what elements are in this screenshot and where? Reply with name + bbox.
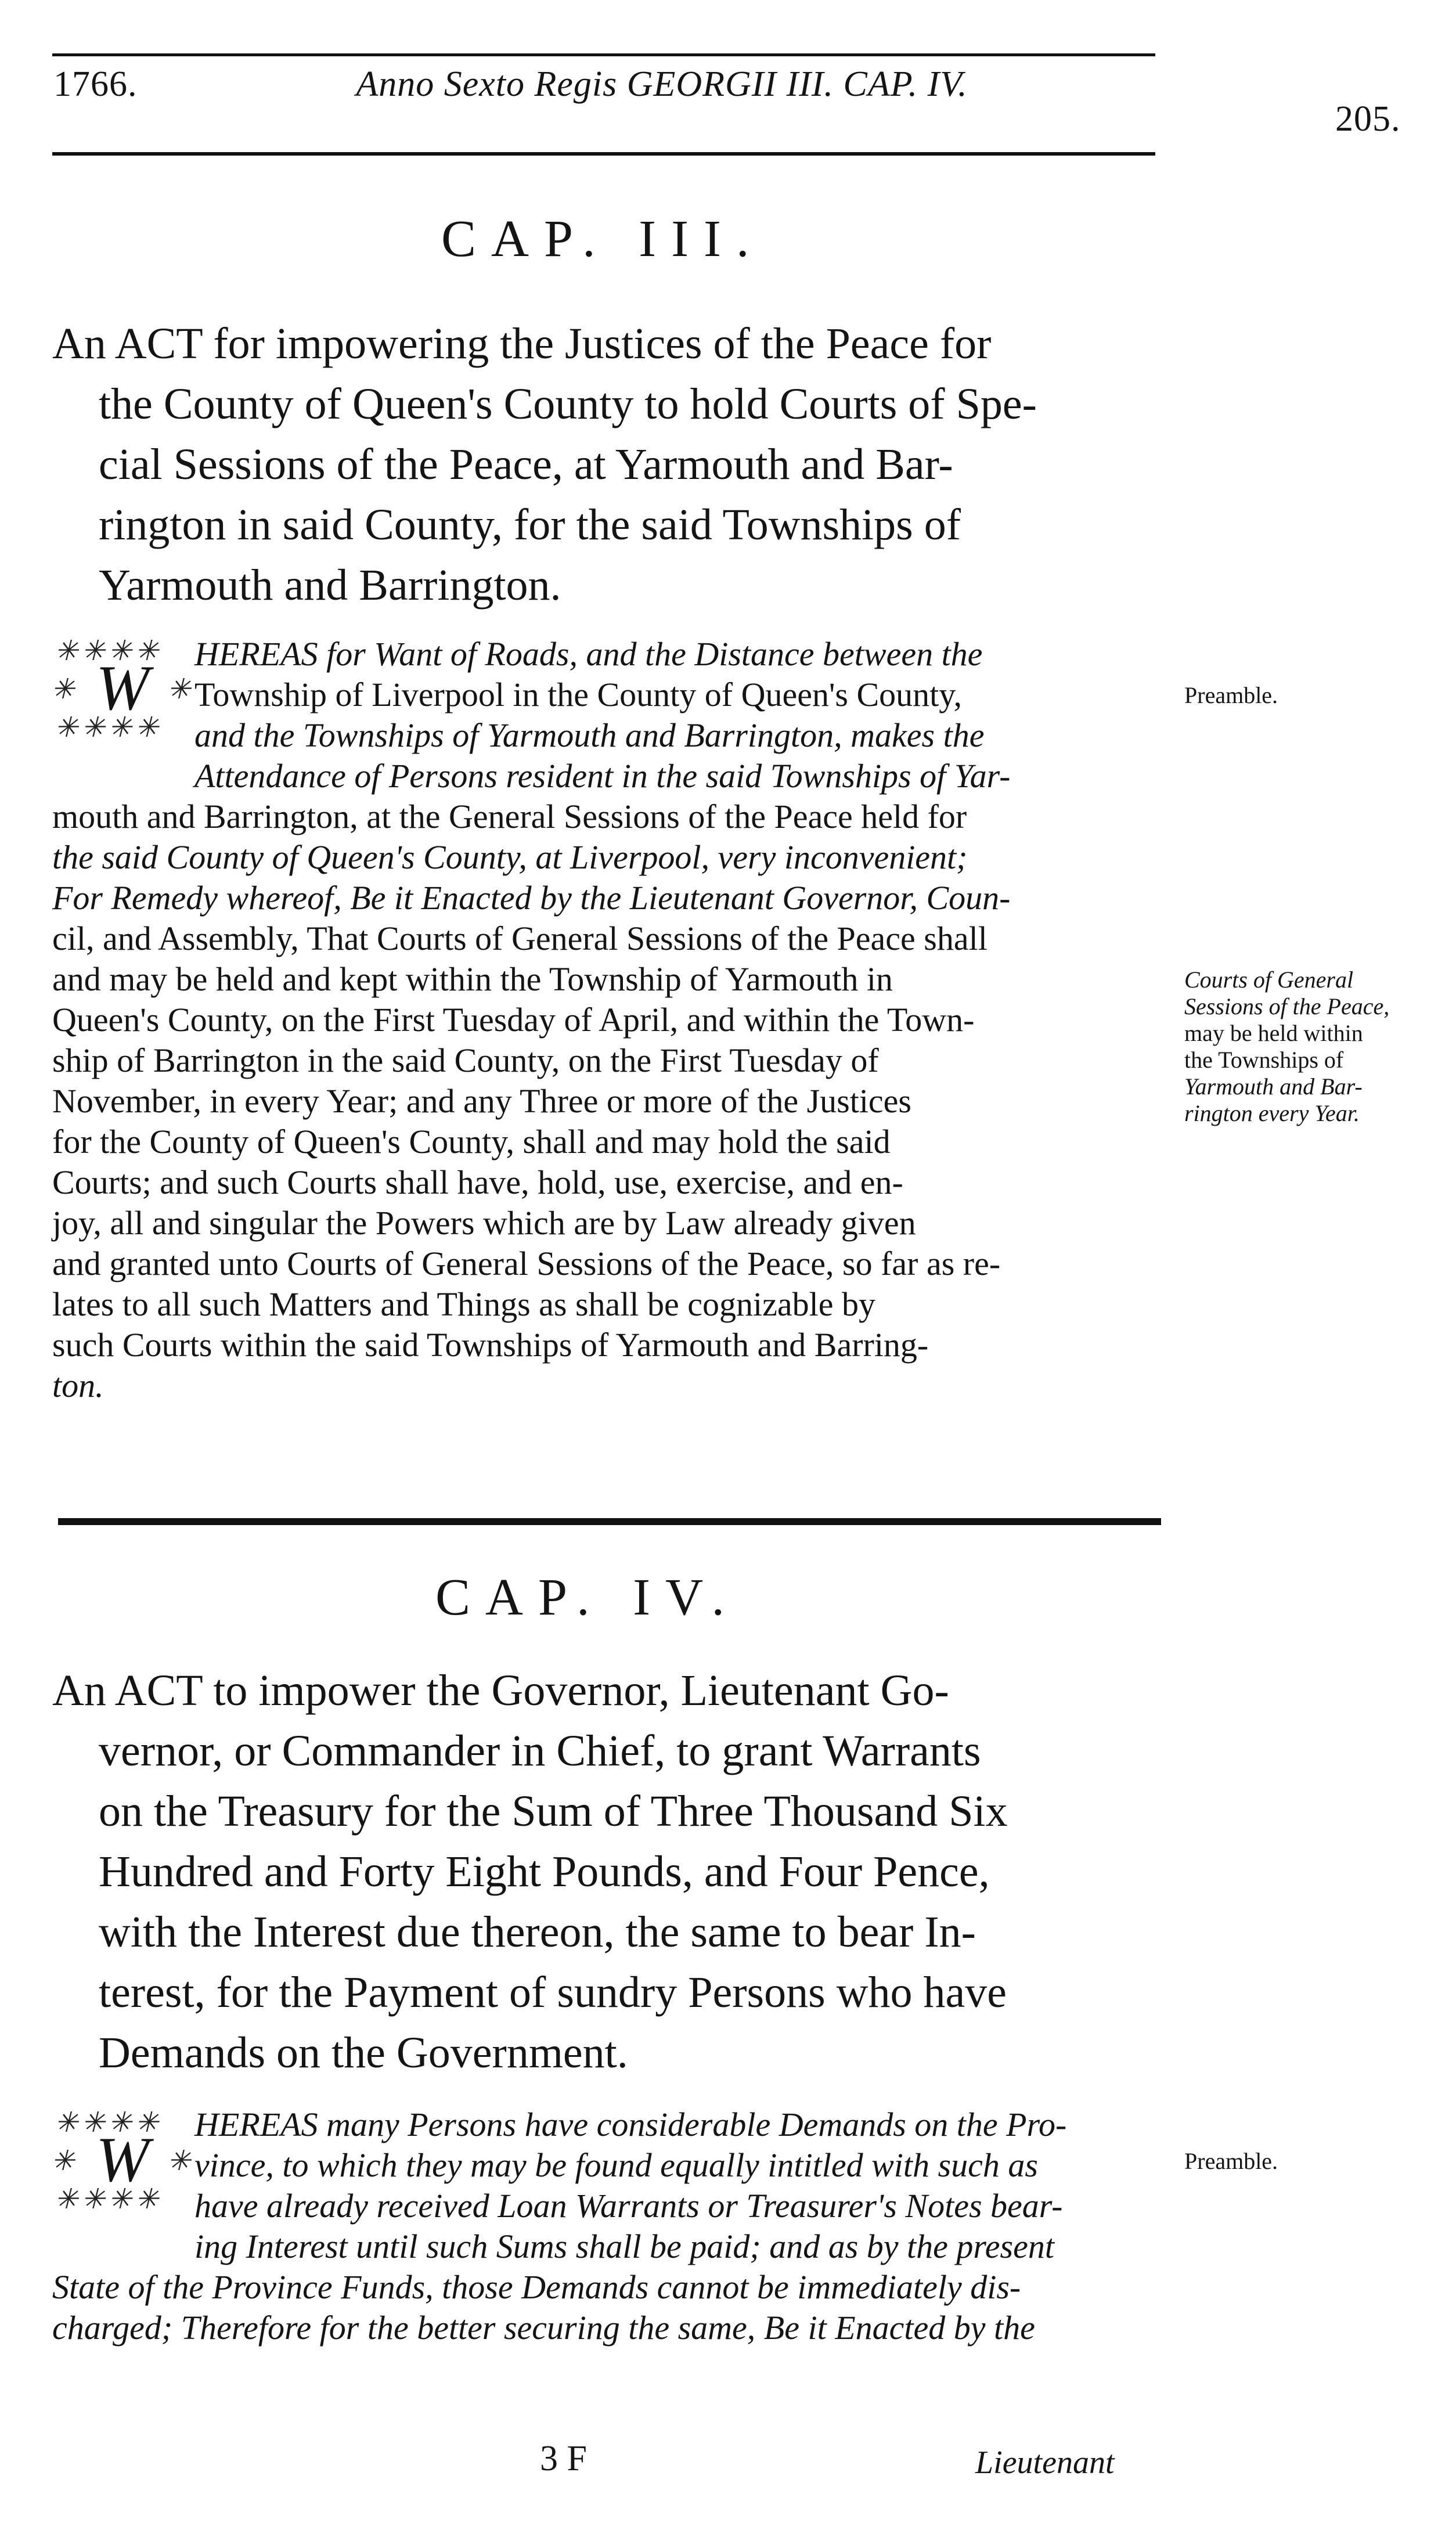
body-line: Queen's County, on the First Tuesday of April, and within the Town- — [52, 1001, 975, 1039]
cap-iv-heading: CAP. IV. — [435, 1569, 740, 1626]
cap-iv-title — [52, 1660, 1008, 2083]
body-line: joy, all and singular the Powers which are by Law already given — [52, 1204, 916, 1242]
margin-note-line: Courts of General — [1184, 967, 1354, 993]
body-line: Courts; and such Courts shall have, hold, use, exercise, and en- — [52, 1163, 903, 1201]
body-line: charged; Therefore for the better securing the same, Be it Enacted by the — [52, 2309, 1035, 2347]
margin-note-preamble: Preamble. — [1184, 2148, 1278, 2174]
body-line: November, in every Year; and any Three or more of the Justices — [52, 1082, 911, 1120]
drop-cap-letter: W — [96, 652, 149, 723]
cap-iv-title-line: Hundred and Forty Eight Pounds, and Four Pence, — [99, 1847, 990, 1896]
ornament-border-icon: ✳ — [51, 2146, 78, 2176]
ornament-border-icon: ✳ — [167, 674, 194, 705]
body-line: ing Interest until such Sums shall be paid; and as by the present — [194, 2228, 1054, 2265]
body-line: the said County of Queen's County, at Liverpool, very inconvenient; — [52, 838, 968, 876]
cap-iii-title-line: rington in said County, for the said Townships of — [99, 500, 961, 549]
ornament-border-icon: ✳✳✳✳ — [55, 636, 162, 666]
body-line: For Remedy whereof, Be it Enacted by the Lieutenant Governor, Coun- — [52, 879, 1011, 917]
margin-note-line: Sessions of the Peace, — [1184, 993, 1390, 1019]
body-line: have already received Loan Warrants or Treasurer's Notes bear- — [194, 2187, 1063, 2225]
header-bottom-rule — [52, 152, 1155, 156]
body-line: mouth and Barrington, at the General Sessions of the Peace held for — [52, 798, 967, 835]
body-line: lates to all such Matters and Things as shall be cognizable by — [52, 1285, 875, 1323]
margin-note-preamble: Preamble. — [1184, 682, 1278, 708]
cap-iii-title — [52, 313, 1037, 615]
cap-iii-title-line: An ACT for impowering the Justices of the Peace for — [52, 319, 992, 368]
cap-iv-title-line: terest, for the Payment of sundry Persons who have — [99, 1968, 1007, 2017]
margin-note-line: Yarmouth and Bar- — [1184, 1073, 1363, 1100]
ornament-border-icon: ✳✳✳✳ — [55, 2184, 162, 2215]
body-line: cil, and Assembly, That Courts of General Sessions of the Peace shall — [52, 920, 988, 957]
ornament-border-icon: ✳ — [51, 674, 78, 705]
body-line: and the Townships of Yarmouth and Barrington, makes the — [194, 716, 985, 754]
body-line: such Courts within the said Townships of Yarmouth and Barring- — [52, 1326, 929, 1364]
cap-iii-title-line: Yarmouth and Barrington. — [99, 561, 561, 610]
body-line: HEREAS for Want of Roads, and the Distance between the — [194, 635, 983, 673]
drop-cap-letter: W — [96, 2124, 149, 2195]
cap-iii-body — [52, 634, 1010, 1406]
section-divider — [58, 1518, 1161, 1525]
margin-note-line: may be held within — [1184, 1020, 1363, 1046]
body-line: Township of Liverpool in the County of Queen's County, — [194, 676, 962, 713]
signature-mark: 3 F — [540, 2439, 587, 2478]
running-title: Anno Sexto Regis GEORGII III. CAP. IV. — [356, 64, 968, 104]
margin-note-line: the Townships of — [1184, 1047, 1344, 1073]
body-line: ship of Barrington in the said County, on the First Tuesday of — [52, 1041, 879, 1079]
body-line: and may be held and kept within the Township of Yarmouth in — [52, 960, 893, 998]
body-line: HEREAS many Persons have considerable Demands on the Pro- — [194, 2106, 1067, 2143]
margin-note-courts — [1184, 967, 1389, 1127]
body-line: for the County of Queen's County, shall and may hold the said — [52, 1123, 891, 1161]
body-line: Attendance of Persons resident in the said Townships of Yar- — [194, 757, 1011, 795]
body-line: State of the Province Funds, those Demands cannot be immediately dis- — [52, 2268, 1021, 2306]
cap-iv-title-line: with the Interest due thereon, the same to bear In- — [99, 1908, 976, 1956]
ornament-border-icon: ✳ — [167, 2146, 194, 2176]
cap-iv-title-line: vernor, or Commander in Chief, to grant Warrants — [99, 1727, 981, 1775]
page-number: 205. — [1335, 99, 1401, 139]
body-line: ton. — [52, 1367, 104, 1404]
cap-iv-title-line: Demands on the Government. — [99, 2028, 628, 2077]
body-line: and granted unto Courts of General Sessions of the Peace, so far as re- — [52, 1245, 1001, 1282]
cap-iv-title-line: An ACT to impower the Governor, Lieutenant Go- — [52, 1666, 949, 1715]
cap-iii-title-line: the County of Queen's County to hold Courts of Spe- — [99, 380, 1037, 428]
cap-iv-body — [52, 2104, 1066, 2348]
margin-note-line: rington every Year. — [1184, 1100, 1360, 1126]
cap-iii-title-line: cial Sessions of the Peace, at Yarmouth and Bar- — [99, 440, 953, 489]
ornament-border-icon: ✳✳✳✳ — [55, 2107, 162, 2138]
ornament-border-icon: ✳✳✳✳ — [55, 712, 162, 743]
cap-iii-heading: CAP. III. — [441, 210, 765, 268]
body-line: vince, to which they may be found equally intitled with such as — [194, 2146, 1038, 2184]
header-year: 1766. — [53, 64, 138, 104]
header-top-rule — [52, 53, 1155, 56]
catchword: Lieutenant — [975, 2445, 1115, 2481]
cap-iv-title-line: on the Treasury for the Sum of Three Thousand Six — [99, 1787, 1008, 1836]
